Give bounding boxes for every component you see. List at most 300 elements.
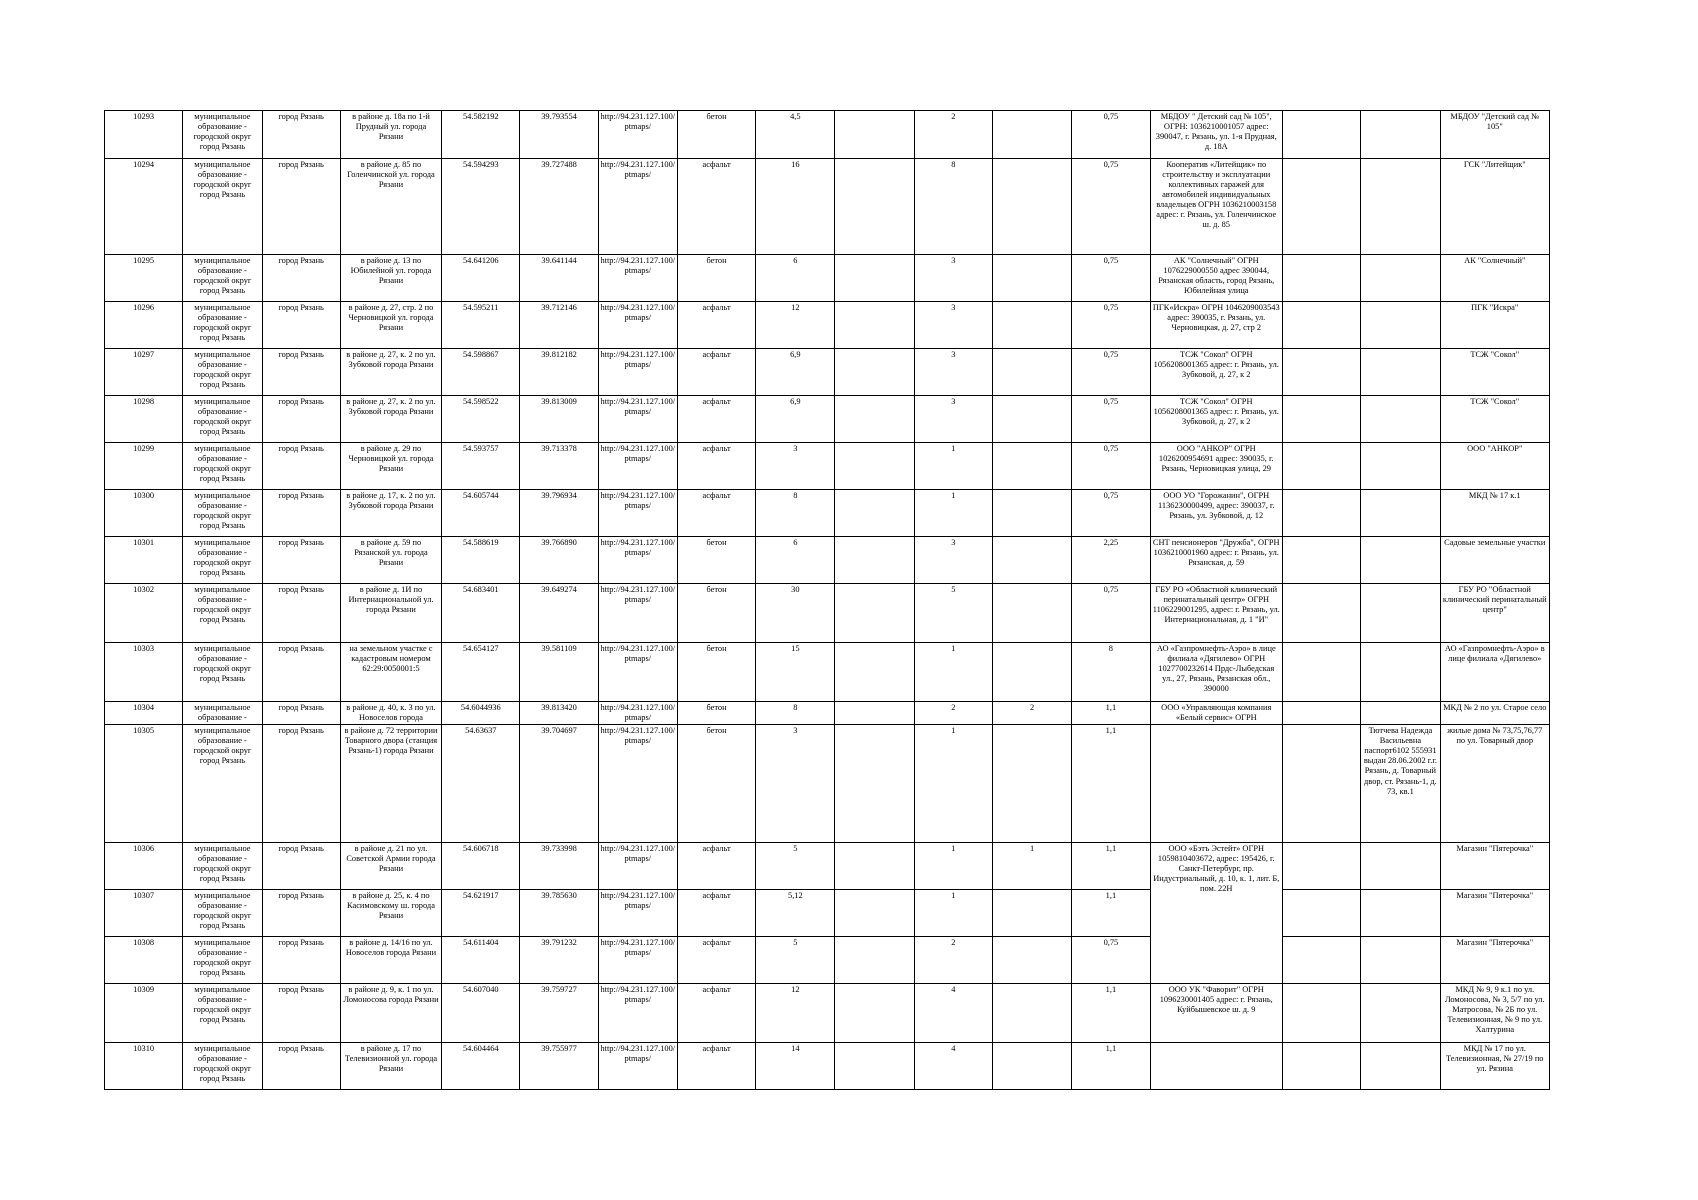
cell-volume: 0,75: [1072, 584, 1150, 643]
cell-volume: 1,1: [1072, 725, 1150, 843]
cell-surface: асфальт: [677, 302, 755, 349]
cell-municipality: муниципальное образование - городской округ город Рязань: [183, 302, 262, 349]
cell-col15: [1282, 643, 1360, 702]
cell-individual-owner: [1361, 890, 1440, 937]
cell-waste-source: ГБУ РО "Областной клинический перинатальный центр": [1440, 584, 1549, 643]
cell-municipality: муниципальное образование - городской округ город Рязань: [183, 984, 262, 1043]
cell-col15: [1282, 584, 1360, 643]
cell-surface: бетон: [677, 584, 755, 643]
cell-individual-owner: [1361, 984, 1440, 1043]
cell-longitude: 39.793554: [520, 111, 598, 159]
cell-longitude: 39.649274: [520, 584, 598, 643]
cell-latitude: 54.604464: [442, 1043, 520, 1090]
cell-city: город Рязань: [262, 396, 340, 443]
cell-col12: [993, 1043, 1072, 1090]
cell-col12: [993, 937, 1072, 984]
cell-col10: [835, 349, 914, 396]
cell-latitude: 54.593757: [442, 443, 520, 490]
cell-area: 12: [756, 302, 835, 349]
cell-containers: 5: [914, 584, 992, 643]
cell-address: в районе д. 1И по Интернациональной ул. города Рязани: [340, 584, 441, 643]
cell-owner: ТСЖ "Сокол" ОГРН 1056208001365 адрес: г. Рязань, ул. Зубковой, д. 27, к 2: [1150, 349, 1282, 396]
cell-municipality: муниципальное образование - городской округ город Рязань: [183, 349, 262, 396]
cell-col15: [1282, 302, 1360, 349]
cell-longitude: 39.704697: [520, 725, 598, 843]
cell-col10: [835, 537, 914, 584]
cell-surface: асфальт: [677, 443, 755, 490]
cell-surface: асфальт: [677, 1043, 755, 1090]
cell-municipality: муниципальное образование - городской округ город Рязань: [183, 111, 262, 159]
cell-area: 3: [756, 725, 835, 843]
cell-municipality: муниципальное образование - городской округ город Рязань: [183, 255, 262, 302]
cell-area: 8: [756, 702, 835, 725]
cell-col15: [1282, 1043, 1360, 1090]
cell-col10: [835, 255, 914, 302]
cell-containers: 1: [914, 490, 992, 537]
cell-col12: [993, 890, 1072, 937]
cell-owner: ПГК«Искра» ОГРН 1046209003543 адрес: 390035, г. Рязань, ул. Черновицкая, д. 27, стр 2: [1150, 302, 1282, 349]
cell-individual-owner: [1361, 490, 1440, 537]
cell-col10: [835, 725, 914, 843]
cell-latitude: 54.607040: [442, 984, 520, 1043]
cell-col12: [993, 159, 1072, 255]
cell-col12: [993, 302, 1072, 349]
cell-waste-source: МКД № 17 к.1: [1440, 490, 1549, 537]
cell-surface: бетон: [677, 725, 755, 843]
cell-waste-source: МКД № 17 по ул. Телевизионная, № 27/19 по ул. Рязина: [1440, 1043, 1549, 1090]
cell-address: в районе д. 21 по ул. Советской Армии города Рязани: [340, 843, 441, 890]
cell-area: 5: [756, 937, 835, 984]
cell-col10: [835, 702, 914, 725]
cell-volume: 1,1: [1072, 984, 1150, 1043]
cell-surface: бетон: [677, 537, 755, 584]
cell-municipality: муниципальное образование -: [183, 702, 262, 725]
cell-individual-owner: Тютчева Надежда Васильевна паспорт6102 555931 выдан 28.06.2002 г.г. Рязань, д. Товарный двор, ст. Рязань-1, д. 73, кв.1: [1361, 725, 1440, 843]
cell-address: в районе д. 17 по Телевизионной ул. города Рязани: [340, 1043, 441, 1090]
cell-surface: асфальт: [677, 490, 755, 537]
cell-address: в районе д. 85 по Голенчинской ул. города Рязани: [340, 159, 441, 255]
cell-longitude: 39.727488: [520, 159, 598, 255]
cell-volume: 0,75: [1072, 490, 1150, 537]
cell-latitude: 54.595211: [442, 302, 520, 349]
cell-individual-owner: [1361, 843, 1440, 890]
cell-address: в районе д. 25, к. 4 по Касимовскому ш. города Рязани: [340, 890, 441, 937]
cell-surface: асфальт: [677, 159, 755, 255]
cell-col12: 2: [993, 702, 1072, 725]
cell-longitude: 39.796934: [520, 490, 598, 537]
cell-area: 5: [756, 843, 835, 890]
cell-longitude: 39.712146: [520, 302, 598, 349]
cell-map-link: http://94.231.127.100/ptmaps/: [598, 937, 677, 984]
cell-owner: СНТ пенсионеров "Дружба", ОГРН 1036210001960 адрес: г. Рязань, ул. Рязанская, д. 59: [1150, 537, 1282, 584]
cell-volume: 1,1: [1072, 890, 1150, 937]
cell-individual-owner: [1361, 111, 1440, 159]
cell-id: 10298: [105, 396, 183, 443]
cell-owner: ТСЖ "Сокол" ОГРН 1056208001365 адрес: г. Рязань, ул. Зубковой, д. 27, к 2: [1150, 396, 1282, 443]
cell-surface: асфальт: [677, 396, 755, 443]
cell-containers: 3: [914, 255, 992, 302]
cell-id: 10295: [105, 255, 183, 302]
cell-col10: [835, 443, 914, 490]
cell-map-link: http://94.231.127.100/ptmaps/: [598, 584, 677, 643]
cell-longitude: 39.713378: [520, 443, 598, 490]
cell-col10: [835, 302, 914, 349]
cell-longitude: 39.581109: [520, 643, 598, 702]
cell-address: в районе д. 27, стр. 2 по Черновицкой ул. города Рязани: [340, 302, 441, 349]
cell-municipality: муниципальное образование - городской округ город Рязань: [183, 643, 262, 702]
cell-municipality: муниципальное образование - городской округ город Рязань: [183, 396, 262, 443]
cell-longitude: 39.766890: [520, 537, 598, 584]
cell-id: 10296: [105, 302, 183, 349]
cell-map-link: http://94.231.127.100/ptmaps/: [598, 490, 677, 537]
cell-map-link: http://94.231.127.100/ptmaps/: [598, 1043, 677, 1090]
cell-containers: 4: [914, 984, 992, 1043]
table-row: [105, 702, 1550, 725]
table-row: [105, 584, 1550, 643]
cell-volume: 0,75: [1072, 396, 1150, 443]
cell-city: город Рязань: [262, 255, 340, 302]
cell-owner: ГБУ РО «Областной клинический перинатальный центр» ОГРН 1106229001295, адрес: г. Рязань, ул. Интернациональная, д. 1 "И": [1150, 584, 1282, 643]
cell-containers: 1: [914, 725, 992, 843]
cell-latitude: 54.588619: [442, 537, 520, 584]
cell-individual-owner: [1361, 1043, 1440, 1090]
cell-longitude: 39.813009: [520, 396, 598, 443]
table-row: [105, 984, 1550, 1043]
cell-col12: [993, 643, 1072, 702]
cell-address: в районе д. 27, к. 2 по ул. Зубковой города Рязани: [340, 396, 441, 443]
cell-map-link: http://94.231.127.100/ptmaps/: [598, 349, 677, 396]
table-row: [105, 111, 1550, 159]
cell-col15: [1282, 159, 1360, 255]
cell-col10: [835, 890, 914, 937]
cell-surface: асфальт: [677, 984, 755, 1043]
cell-area: 6: [756, 537, 835, 584]
cell-owner: ООО УО "Горожанин", ОГРН 1136230000499, адрес: 390037, г. Рязань, ул. Зубковой, д. 12: [1150, 490, 1282, 537]
cell-city: город Рязань: [262, 725, 340, 843]
cell-area: 6,9: [756, 349, 835, 396]
table-row: [105, 537, 1550, 584]
cell-volume: 0,75: [1072, 255, 1150, 302]
cell-longitude: 39.759727: [520, 984, 598, 1043]
cell-map-link: http://94.231.127.100/ptmaps/: [598, 890, 677, 937]
cell-address: в районе д. 27, к. 2 по ул. Зубковой города Рязани: [340, 349, 441, 396]
cell-volume: 0,75: [1072, 937, 1150, 984]
cell-volume: 1,1: [1072, 1043, 1150, 1090]
cell-area: 16: [756, 159, 835, 255]
cell-city: город Рязань: [262, 643, 340, 702]
cell-latitude: 54.641206: [442, 255, 520, 302]
cell-id: 10308: [105, 937, 183, 984]
cell-area: 14: [756, 1043, 835, 1090]
cell-surface: асфальт: [677, 937, 755, 984]
cell-volume: 2,25: [1072, 537, 1150, 584]
cell-col15: [1282, 111, 1360, 159]
cell-id: 10302: [105, 584, 183, 643]
cell-containers: 3: [914, 396, 992, 443]
cell-address: в районе д. 18а по 1-й Прудный ул. города Рязани: [340, 111, 441, 159]
cell-containers: 8: [914, 159, 992, 255]
cell-area: 15: [756, 643, 835, 702]
cell-id: 10304: [105, 702, 183, 725]
table-row: [105, 302, 1550, 349]
cell-city: город Рязань: [262, 843, 340, 890]
cell-individual-owner: [1361, 396, 1440, 443]
cell-col10: [835, 1043, 914, 1090]
cell-col10: [835, 843, 914, 890]
cell-owner: ООО «Управляющая компания «Белый сервис» ОГРН: [1150, 702, 1282, 725]
cell-address: в районе д. 13 по Юбилейной ул. города Рязани: [340, 255, 441, 302]
cell-id: 10294: [105, 159, 183, 255]
cell-col10: [835, 159, 914, 255]
cell-col12: [993, 537, 1072, 584]
cell-map-link: http://94.231.127.100/ptmaps/: [598, 643, 677, 702]
cell-individual-owner: [1361, 443, 1440, 490]
cell-latitude: 54.6044936: [442, 702, 520, 725]
cell-individual-owner: [1361, 584, 1440, 643]
cell-municipality: муниципальное образование - городской округ город Рязань: [183, 890, 262, 937]
cell-longitude: 39.733998: [520, 843, 598, 890]
cell-map-link: http://94.231.127.100/ptmaps/: [598, 537, 677, 584]
cell-waste-source: АК "Солнечный": [1440, 255, 1549, 302]
cell-owner: ООО "АНКОР" ОГРН 1026200954691 адрес: 390035, г. Рязань, Черновицкая улица, 29: [1150, 443, 1282, 490]
cell-col12: 1: [993, 843, 1072, 890]
cell-col12: [993, 725, 1072, 843]
cell-volume: 0,75: [1072, 349, 1150, 396]
table-row: [105, 490, 1550, 537]
cell-municipality: муниципальное образование - городской округ город Рязань: [183, 843, 262, 890]
cell-col15: [1282, 937, 1360, 984]
table-row: [105, 443, 1550, 490]
cell-waste-source: Садовые земельные участки: [1440, 537, 1549, 584]
cell-waste-source: ООО "АНКОР": [1440, 443, 1549, 490]
table-row: [105, 396, 1550, 443]
cell-municipality: муниципальное образование - городской округ город Рязань: [183, 490, 262, 537]
cell-address: в районе д. 72 территории Товарного двора (станция Рязань-1) города Рязани: [340, 725, 441, 843]
cell-col12: [993, 443, 1072, 490]
cell-address: в районе д. 59 по Рязанской ул. города Рязани: [340, 537, 441, 584]
cell-containers: 4: [914, 1043, 992, 1090]
cell-id: 10310: [105, 1043, 183, 1090]
cell-city: город Рязань: [262, 349, 340, 396]
cell-col12: [993, 111, 1072, 159]
cell-owner: [1150, 725, 1282, 843]
cell-address: в районе д. 17, к. 2 по ул. Зубковой города Рязани: [340, 490, 441, 537]
cell-id: 10306: [105, 843, 183, 890]
cell-latitude: 54.582192: [442, 111, 520, 159]
cell-waste-source: ПГК "Искра": [1440, 302, 1549, 349]
cell-waste-source: Магазин "Пятерочка": [1440, 843, 1549, 890]
cell-latitude: 54.621917: [442, 890, 520, 937]
cell-city: город Рязань: [262, 443, 340, 490]
cell-containers: 2: [914, 937, 992, 984]
cell-area: 30: [756, 584, 835, 643]
cell-individual-owner: [1361, 159, 1440, 255]
cell-surface: бетон: [677, 111, 755, 159]
cell-address: в районе д. 40, к. 3 по ул. Новоселов города: [340, 702, 441, 725]
cell-area: 6: [756, 255, 835, 302]
cell-latitude: 54.611404: [442, 937, 520, 984]
cell-city: город Рязань: [262, 937, 340, 984]
cell-volume: 0,75: [1072, 159, 1150, 255]
cell-latitude: 54.598867: [442, 349, 520, 396]
cell-col12: [993, 490, 1072, 537]
cell-id: 10293: [105, 111, 183, 159]
cell-waste-source: ТСЖ "Сокол": [1440, 349, 1549, 396]
cell-volume: 0,75: [1072, 111, 1150, 159]
cell-municipality: муниципальное образование - городской округ город Рязань: [183, 537, 262, 584]
cell-latitude: 54.605744: [442, 490, 520, 537]
cell-individual-owner: [1361, 349, 1440, 396]
cell-city: город Рязань: [262, 890, 340, 937]
cell-id: 10301: [105, 537, 183, 584]
cell-id: 10309: [105, 984, 183, 1043]
cell-col15: [1282, 443, 1360, 490]
cell-surface: асфальт: [677, 843, 755, 890]
cell-col15: [1282, 490, 1360, 537]
cell-id: 10300: [105, 490, 183, 537]
cell-containers: 3: [914, 537, 992, 584]
cell-id: 10307: [105, 890, 183, 937]
cell-col10: [835, 396, 914, 443]
cell-city: город Рязань: [262, 537, 340, 584]
cell-longitude: 39.812182: [520, 349, 598, 396]
cell-waste-source: МКД № 9, 9 к.1 по ул. Ломоносова, № 3, 5/7 по ул. Матросова, № 2Б по ул. Телевизионная, № 9 по ул. Халтурина: [1440, 984, 1549, 1043]
cell-col15: [1282, 537, 1360, 584]
cell-id: 10305: [105, 725, 183, 843]
cell-map-link: http://94.231.127.100/ptmaps/: [598, 255, 677, 302]
cell-id: 10303: [105, 643, 183, 702]
cell-individual-owner: [1361, 643, 1440, 702]
cell-latitude: 54.594293: [442, 159, 520, 255]
cell-volume: 1,1: [1072, 702, 1150, 725]
cell-map-link: http://94.231.127.100/ptmaps/: [598, 159, 677, 255]
cell-containers: 1: [914, 643, 992, 702]
cell-col12: [993, 396, 1072, 443]
cell-volume: 0,75: [1072, 443, 1150, 490]
cell-surface: асфальт: [677, 349, 755, 396]
cell-col10: [835, 584, 914, 643]
cell-col10: [835, 984, 914, 1043]
cell-containers: 2: [914, 702, 992, 725]
cell-owner: ООО УК "Фаворит" ОГРН 1096230001405 адрес: г. Рязань, Куйбышевское ш. д. 9: [1150, 984, 1282, 1043]
cell-map-link: http://94.231.127.100/ptmaps/: [598, 843, 677, 890]
cell-municipality: муниципальное образование - городской округ город Рязань: [183, 584, 262, 643]
cell-city: город Рязань: [262, 584, 340, 643]
cell-surface: асфальт: [677, 890, 755, 937]
cell-col15: [1282, 349, 1360, 396]
cell-containers: 3: [914, 302, 992, 349]
cell-map-link: http://94.231.127.100/ptmaps/: [598, 725, 677, 843]
cell-latitude: 54.683401: [442, 584, 520, 643]
cell-individual-owner: [1361, 937, 1440, 984]
table-row: [105, 890, 1550, 937]
cell-col10: [835, 490, 914, 537]
table-row: [105, 937, 1550, 984]
cell-address: в районе д. 29 по Черновицкой ул. города Рязани: [340, 443, 441, 490]
cell-waste-source: Магазин "Пятерочка": [1440, 890, 1549, 937]
cell-longitude: 39.791232: [520, 937, 598, 984]
cell-owner: Кооператив «Литейщик» по строительству и эксплуатации коллективных гаражей для автомобилей индивидуальных владельцев ОГРН 1036210003158 адрес: г. Рязань, ул. Голенчинское ш. д. 85: [1150, 159, 1282, 255]
cell-owner: [1150, 1043, 1282, 1090]
cell-latitude: 54.63637: [442, 725, 520, 843]
cell-municipality: муниципальное образование - городской округ город Рязань: [183, 443, 262, 490]
cell-city: город Рязань: [262, 490, 340, 537]
cell-city: город Рязань: [262, 702, 340, 725]
cell-volume: 0,75: [1072, 302, 1150, 349]
cell-volume: 1,1: [1072, 843, 1150, 890]
cell-city: город Рязань: [262, 302, 340, 349]
registry-table: [104, 110, 1550, 1090]
table-row: [105, 643, 1550, 702]
cell-individual-owner: [1361, 302, 1440, 349]
cell-col15: [1282, 984, 1360, 1043]
cell-longitude: 39.785630: [520, 890, 598, 937]
cell-owner: ООО «Бэтъ Эстейт» ОГРН 1059810403672, адрес: 195426, г. Санкт-Петербург, пр. Индустриальный, д. 10, к. 1, лит. Б, пом. 22Н: [1150, 843, 1282, 984]
cell-owner: АК "Солнечный" ОГРН 1076229000550 адрес 390044, Рязанская область, город Рязань, Юбилейная улица: [1150, 255, 1282, 302]
cell-map-link: http://94.231.127.100/ptmaps/: [598, 443, 677, 490]
cell-longitude: 39.641144: [520, 255, 598, 302]
table-row: [105, 1043, 1550, 1090]
cell-col15: [1282, 725, 1360, 843]
cell-waste-source: МКД № 2 по ул. Старое село: [1440, 702, 1549, 725]
cell-address: в районе д. 9, к. 1 по ул. Ломоносова города Рязани: [340, 984, 441, 1043]
cell-waste-source: МБДОУ "Детский сад № 105": [1440, 111, 1549, 159]
cell-id: 10297: [105, 349, 183, 396]
cell-containers: 3: [914, 349, 992, 396]
cell-longitude: 39.755977: [520, 1043, 598, 1090]
cell-municipality: муниципальное образование - городской округ город Рязань: [183, 159, 262, 255]
cell-city: город Рязань: [262, 159, 340, 255]
cell-waste-source: Магазин "Пятерочка": [1440, 937, 1549, 984]
cell-col10: [835, 937, 914, 984]
cell-col10: [835, 643, 914, 702]
cell-area: 6,9: [756, 396, 835, 443]
cell-area: 8: [756, 490, 835, 537]
cell-col15: [1282, 396, 1360, 443]
cell-longitude: 39.813420: [520, 702, 598, 725]
cell-col12: [993, 349, 1072, 396]
cell-individual-owner: [1361, 255, 1440, 302]
cell-col15: [1282, 843, 1360, 890]
cell-col12: [993, 984, 1072, 1043]
cell-address: в районе д. 14/16 по ул. Новоселов города Рязани: [340, 937, 441, 984]
cell-owner: МБДОУ " Детский сад № 105", ОГРН: 1036210001057 адрес: 390047, г. Рязань, ул. 1-я Прудная, д. 18А: [1150, 111, 1282, 159]
cell-address: на земельном участке с кадастровым номером 62:29:0050001:5: [340, 643, 441, 702]
cell-area: 12: [756, 984, 835, 1043]
cell-col12: [993, 584, 1072, 643]
cell-owner: АО «Газпромнефть-Аэро» в лице филиала «Дягилево» ОГРН 1027700232614 Прдс-Лыбедская ул., 27, Рязань, Рязанская обл., 390000: [1150, 643, 1282, 702]
cell-map-link: http://94.231.127.100/ptmaps/: [598, 984, 677, 1043]
cell-containers: 1: [914, 443, 992, 490]
cell-city: город Рязань: [262, 111, 340, 159]
table-row: [105, 843, 1550, 890]
cell-municipality: муниципальное образование - городской округ город Рязань: [183, 1043, 262, 1090]
table-row: [105, 255, 1550, 302]
cell-col15: [1282, 890, 1360, 937]
cell-latitude: 54.606718: [442, 843, 520, 890]
cell-municipality: муниципальное образование - городской округ город Рязань: [183, 937, 262, 984]
cell-area: 3: [756, 443, 835, 490]
cell-waste-source: АО «Газпромнефть-Аэро» в лице филиала «Дягилево»: [1440, 643, 1549, 702]
cell-map-link: http://94.231.127.100/ptmaps/: [598, 111, 677, 159]
table-row: [105, 159, 1550, 255]
cell-individual-owner: [1361, 702, 1440, 725]
cell-containers: 1: [914, 843, 992, 890]
cell-surface: бетон: [677, 643, 755, 702]
cell-waste-source: жилые дома № 73,75,76,77 по ул. Товарный двор: [1440, 725, 1549, 843]
cell-area: 5,12: [756, 890, 835, 937]
cell-municipality: муниципальное образование - городской округ город Рязань: [183, 725, 262, 843]
